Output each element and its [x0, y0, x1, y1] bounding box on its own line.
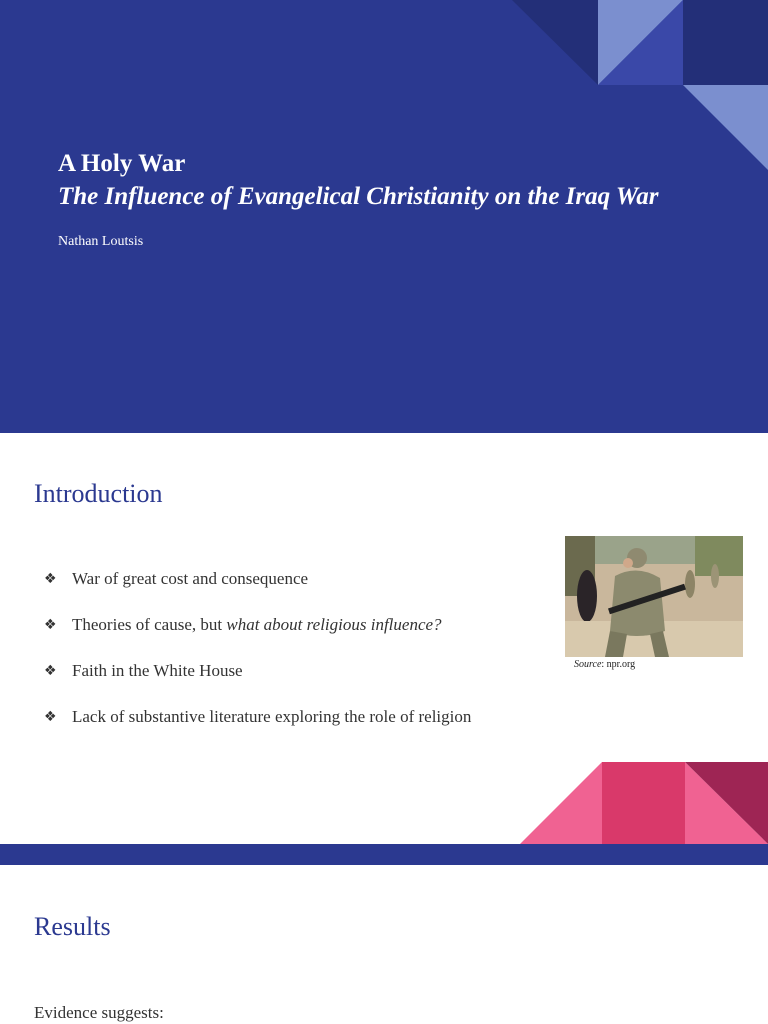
introduction-slide — [0, 433, 768, 844]
author-name: Nathan Loutsis — [58, 234, 144, 249]
results-text: Evidence suggests: — [34, 1003, 164, 1022]
title-slide — [0, 0, 768, 433]
results-heading: Results — [34, 912, 111, 941]
bullet-emphasis: what about religious influence? — [226, 615, 442, 634]
bullet-diamond-icon: ❖ — [44, 571, 57, 587]
presentation-subtitle: The Influence of Evangelical Christianity on the Iraq War — [58, 183, 659, 210]
presentation-title: A Holy War — [58, 150, 186, 177]
soldier-photo — [565, 536, 743, 657]
image-caption — [574, 659, 635, 670]
bullet-text: Lack of substantive literature exploring the role of religion — [72, 707, 472, 726]
bullet-diamond-icon: ❖ — [44, 709, 57, 725]
results-slide — [0, 865, 768, 1024]
divider-band — [0, 844, 768, 865]
bullet-diamond-icon: ❖ — [44, 663, 57, 679]
bullet-text: War of great cost and consequence — [72, 569, 309, 588]
bullet-diamond-icon: ❖ — [44, 617, 57, 633]
caption-source-label: Source — [574, 659, 602, 670]
slide1-decorative-shapes — [0, 0, 768, 433]
caption-source-text: : npr.org — [601, 659, 636, 670]
bullet-text: Faith in the White House — [72, 661, 243, 680]
introduction-heading: Introduction — [34, 479, 163, 508]
bullet-text: Theories of cause, but — [72, 615, 227, 634]
